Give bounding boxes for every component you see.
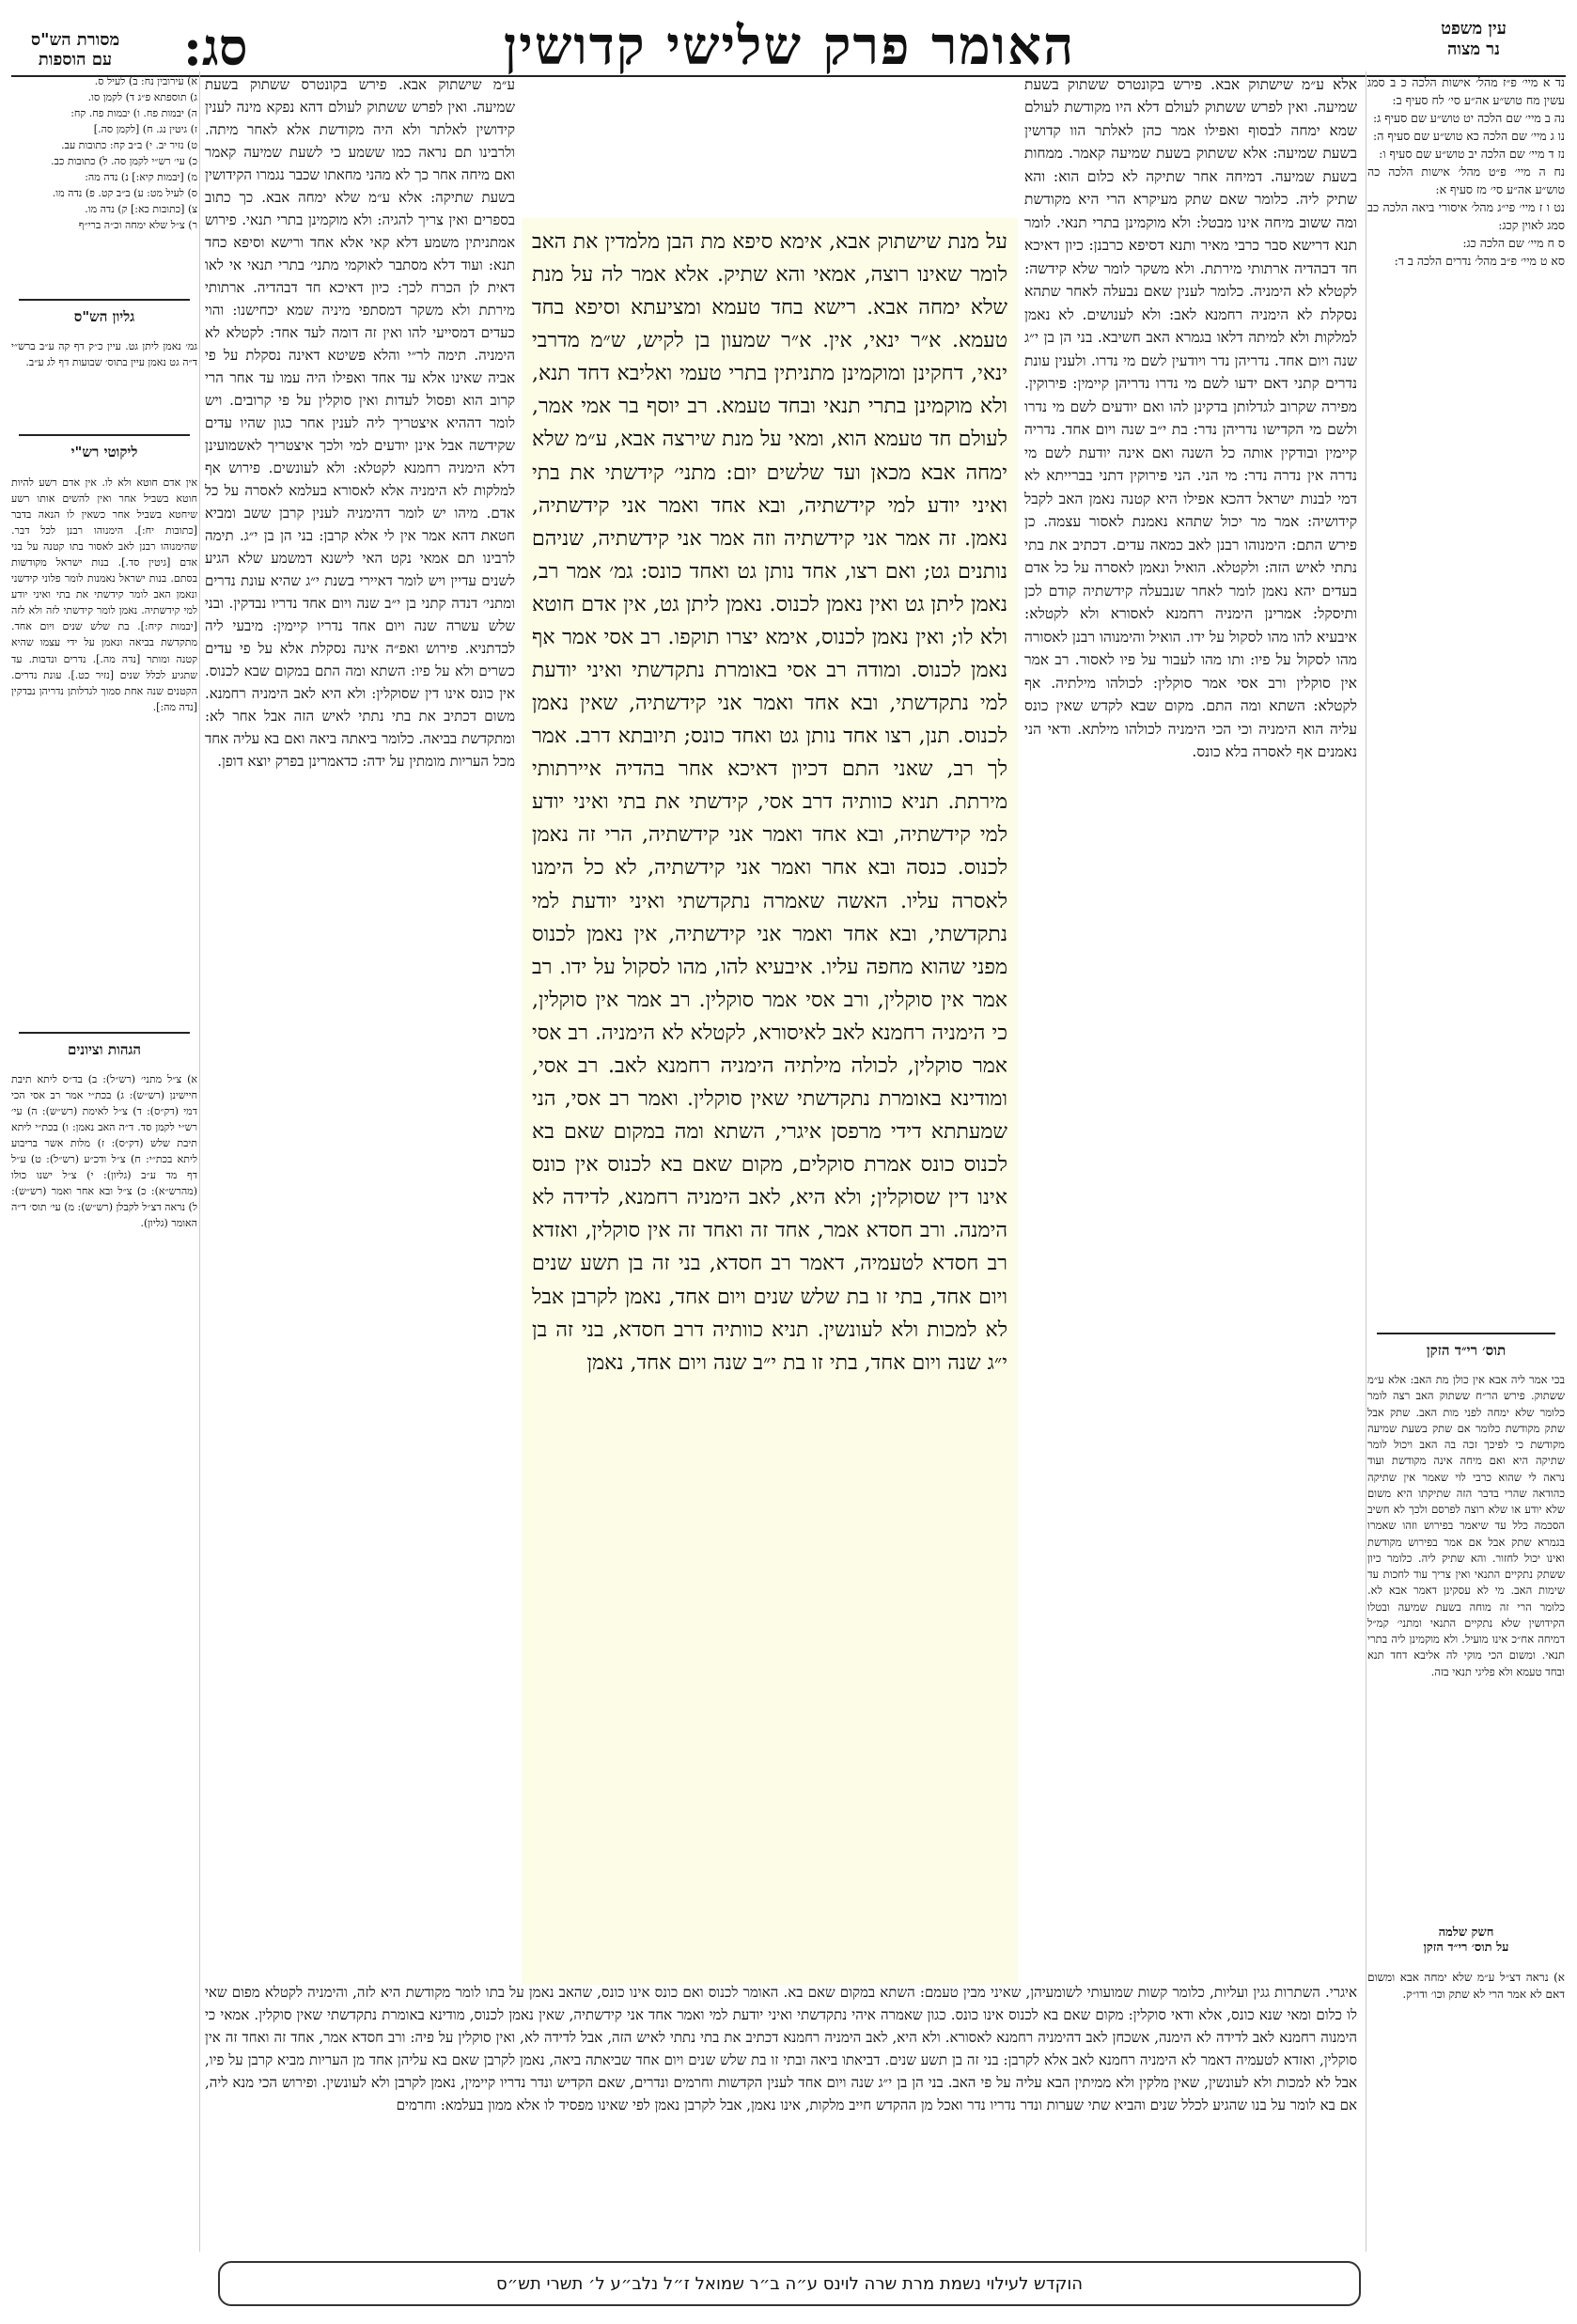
tosafot-commentary: ע״מ שישתוק אבא. פירש בקונטרס ששתוק בשעת שמיעה. ואין לפרש ששתוק לעולם דהא נפקא מינה לענין קידושין לאלתר ולא היה מקודשת אלא לאחר מיתה. ולרבינו תם נראה כמו ששמע כי לשעת שמיעה קאמר ואם מיחה אחר כך לא מהני מחאתו שכבר נגמרו הקידושין בשעת שתיקה: אלא ע״מ שלא ימחה אבא. כך כתוב בספרים ואין צריך להגיה: ולא מוקמינן בתרי תנאי. פירוש אמתניתין משמע דלא קאי אלא אחד ורישא וסיפא כחד תנא: ועוד דלא מסתבר לאוקמי מתני׳ בתרי תנאי אי לאו דאית לן הכרח לכך: כיון דאיכא חד דבהדיה. ארתותי מירתת ולא משקר דמסתפי מיניה שמא יכחישנו: והוי כעדים דמסייעי להו ואין זה דומה לעד אחד: לקטלא לא הימניה. תימה לר״י והלא פשיטא דאינה נסקלת על פי אביה שאינו אלא עד אחד ואפילו היה עמו עד אחר הרי קרוב הוא ופסול לעדות ואין סוקלין על פי קרובים. ויש לומר דההיא איצטריך ליה לענין אחר כגון שהיו עדים שקידשה אבל אינן יודעים למי ולכך איצטריך לאשמועינן דלא הימניה רחמנא לקטלא: ולא לעונשים. פירוש אף למלקות לא הימניה אלא לאסורא בעלמא לאסרה על כל אדם. מיהו יש לומר דהימניה לענין קרבן ששב ומביא חטאת דהא אמר אין לי אלא קרבן: בני הן בן י״ג. תימה לרבינו תם אמאי נקט האי לישנא דמשמע שלא הגיע לשנים עדיין ויש לומר דאיירי בשנת י״ג שהיא עונת נדרים ומתני׳ דנדה קתני בן י״ב שנה ויום אחד נדריו נבדקין. ובני שלש עשרה שנה ויום אחד נדריו קיימין: מיבעי ליה לכדתניא. פירוש ואפ״ה אינה נסקלת אלא על פי עדים כשרים ולא על פיו: השתא ומה התם במקום שבא לכנוס. אין כונס אינו דין שסוקלין: ולא היא לאב הימניה רחמנא. משום דכתיב את בתי נתתי לאיש הזה אבל אחר לא: ומתקדשת בביאה. כלומר ביאתה ביאה ואם בא עליה אחד מכל העריות מומתין על ידה: כדאמרינן בפרק יוצא דופן. xyxy=(205,76,515,770)
gemara-text: על מנת שישתוק אבא, אימא סיפא מת הבן מלמדין את האב לומר שאינו רוצה, אמאי והא שתיק. אלא אמר לה על מנת שלא ימחה אבא. רישא בחד טעמא ומציעתא וסיפא בחד טעמא. א״ר ינאי, אין. א״ר שמעון בן לקיש, ש״מ מדרבי ינאי, דחקינן ומוקמינן מתניתין בתרי טעמי ואליבא דחד תנא, ולא מוקמינן בתרי תנאי ובחד טעמא. רב יוסף בר אמי אמר, לעולם חד טעמא הוא, ומאי על מנת שירצה אבא, ע״מ שלא ימחה אבא מכאן ועד שלשים יום: מתני׳ קידשתי את בתי ואיני יודע למי קידשתיה, ובא אחד ואמר אני קידשתיה, נאמן. זה אמר אני קידשתיה וזה אמר אני קידשתיה, שניהם נותנים גט; ואם רצו, אחד נותן גט ואחד כונס: גמ׳ אמר רב, נאמן ליתן גט ואין נאמן לכנוס. נאמן ליתן גט, אין אדם חוטא ולא לו; ואין נאמן לכנוס, אימא יצרו תוקפו. רב אסי אמר אף נאמן לכנוס. ומודה רב אסי באומרת נתקדשתי ואיני יודעת למי נתקדשתי, ובא אחד ואמר אני קידשתיה, שאין נאמן לכנוס. תנן, רצו אחד נותן גט ואחד כונס; תיובתא דרב. אמר לך רב, שאני התם דכיון דאיכא אחר בהדיה איירתותי מירתת. תניא כוותיה דרב אסי, קידשתי את בתי ואיני יודע למי קידשתיה, ובא אחד ואמר אני קידשתיה, הרי זה נאמן לכנוס. כנסה ובא אחר ואמר אני קידשתיה, לא כל הימנו לאסרה עליו. האשה שאמרה נתקדשתי ואיני יודעת למי נתקדשתי, ובא אחד ואמר אני קידשתיה, אין נאמן לכנוס מפני שהוא מחפה עליו. איבעיא להו, מהו לסקול על ידו. רב אמר אין סוקלין, ורב אסי אמר סוקלין. רב אמר אין סוקלין, כי הימניה רחמנא לאב לאיסורא, לקטלא לא הימניה. רב אסי אמר סוקלין, לכולה מילתיה הימניה רחמנא לאב. רב אסי, ומודינא באומרת נתקדשתי שאין סוקלין. ואמר רב אסי, הני שמעתתא דידי מרפסן איגרי, השתא ומה במקום שאם בא לכנוס כונס אמרת סוקלים, מקום שאם בא לכנוס אין כונס אינו דין שסוקלין; ולא היא, לאב הימניה רחמנא, לדידה לא הימנה. ורב חסדא אמר, אחד זה ואחד זה אין סוקלין, ואזדא רב חסדא לטעמיה, דאמר רב חסדא, בני זה בן תשע שנים ויום אחד, בתי זו בת שלש שנים ויום אחד, נאמן לקרבן אבל לא למכות ולא לעונשין. תניא כוותיה דרב חסדא, בני זה בן י״ג שנה ויום אחד, בתי זו בת י״ב שנה ויום אחד, נאמן xyxy=(532,230,1007,1375)
dedication-text: הוקדש לעילוי נשמת מרת שרה לוינס ע״ה ב״ר שמואל ז״ל נלב״ע ל׳ תשרי תש״ס xyxy=(495,2273,1084,2294)
commentary-continuation: איגרי. השתרות גגין ועליות, כלומר קשות שמועותי לשומעיהן, שאיני מבין טעמם: השתא במקום שאם בא. האומר לכנוס ואם כונס אינו כונס, שהאב נאמן על בתו לומר מקודשת היא לזה, והימניה לקטלא מפום שאי לו כלום ומאי שנא כונס, אלא ודאי סוקלין: מקום שאם בא לכנוס אינו כונס. כגון שאמרה איהי נתקדשתי ואיני יודעת למי ואמר אחד אני קידשתיה, שאין נאמן לכנוס, מודינא באומרת נתקדשתי שאין סוקלין. אמאי כי הימנוה רחמנא לאב לדידה לא הימנה, אשכחן לאב דהימניה רחמנא לאסורא. ולא היא, לאב הימניה רחמנא דכתיב את בתי נתתי לאיש הזה, אבל לדידה לא, ואין סוקלין על פיה: ורב חסדא אמר, אחד זה ואחד זה אין סוקלין, ואזדא לטעמיה דאמר לא הימניה רחמנא לאב אלא לקרבן: בני זה בן תשע שנים. דביאתו ביאה ובתי זו בת שלש שנים ויום אחד שביאתה ביאה, נאמן לקרבן שאם בא עליהן אחד מן העריות מביא קרבן על פיו, אבל לא למכות ולא לעונשין, שאין מלקין ולא ממיתין הבא עליה על פי האב. בני הן בן י״ג שנה ויום אחד לענין הקדשות וחרמים ונדרים, שאם הקדיש ונדר נדריו קיימין, נאמן לקרבן ולא לעונשין. ופירוש הכי מנא ליה, אם בא לומר על בנו שהגיע לכלל שנים והביא שתי שערות ונדר נדריו נדר ואכל מן ההקדש חייב מלקות, אינו נאמן, אבל לקרבן נאמן לפי שאינו מפסיד לו אלא ממון בעלמא: וחרמים xyxy=(205,1984,1357,2113)
hagahot-title: הגהות וציונים xyxy=(67,1041,142,1058)
ein-mishpat-text: נד א מיי׳ פ״ז מהל׳ אישות הלכה כ ב סמג עשין מח טוש״ע אה״ע סי׳ לח סעיף ב: נה ב מיי׳ שם הלכה יט טוש״ע שם סעיף ג: נו ג מיי׳ שם הלכה כא טוש״ע שם סעיף ה: נז ד מיי׳ שם הלכה יב טוש״ע שם סעיף ו: נח ה מיי׳ פ״ט מהל׳ אישות הלכה כה טוש״ע אה״ע סי׳ מז סעיף א: נט ו ז מיי׳ פי״ג מהל׳ איסורי ביאה הלכה כב סמג לאוין קכג: ס ח מיי׳ שם הלכה כג: סא ט מיי׳ פ״ב מהל׳ נדרים הלכה ב ד: xyxy=(1367,75,1565,268)
tosrid-text: בכי אמר ליה אבא אין כולן מת האב: אלא ע״מ ששתוק. פירש הר״ח ששתוק האב רצה לומר כלומר שלא ימחה לפני מות האב. שתק אבל שתק מקודשת כלומר אם שתק בשעת שמיעה מקודשת כי לפיכך זכה בה האב ויכול לומר שתיקה היא ואם מיחה אינה מקודשת ועוד נראה לי שהוא כרבי לוי שאמר אין שתיקה כהודאה שהרי בדבר הזה שתיקתו היא משום שלא יודע או שלא רוצה לפרסם ולכך לא חשיב הסכמה כלל עד שיאמר בפירוש וזהו שאמרו בגמרא שתק אבל אם אמר בפירוש מקודשת ואינו יכול לחזור. והא שתיק ליה. כלומר כיון ששתק נתקיים התנאי ואין צריך עוד לחכות עד שימות האב. מי לא עסקינן דאמר אבא לא. כלומר הרי זה מוחה בשעת שמיעה ובטלו הקידושין שלא נתקיים התנאי ומתני׳ קמ״ל דמיחה אח״כ אינו מועיל. ולא מוקמינן ליה בתרי תנאי. ומשום הכי מוקי לה אליבא דחד תנא ובחד טעמא ולא פליגי תנאי בזה. xyxy=(1367,1373,1565,1678)
gilyon-text: גמ׳ נאמן ליתן גט. עיין כ״ק דף קה ע״ב ברש״י ד״ה גט נאמן עיין בתוס׳ שבועות דף לג ע״ב. xyxy=(11,340,197,369)
rashi-commentary: אלא ע״מ שישתוק אבא. פירש בקונטרס ששתוק בשעת שמיעה. ואין לפרש ששתוק לעולם דלא היו מקודשת לעולם שמא ימחה לבסוף ואפילו אמר כהן לאלתר הוו קדושין בשעת שמיעה: אלא ששתוק בשעת שמיעה קאמר. ממחות בשעת שמיעה. דמיחה אחר שתיקה לא כלום הוא: והא שתיק ליה. כלומר שאם שתק מעיקרא הרי היא מקודשת ומה ששוב מיחה אינו מבטל: ולא מוקמינן בתרי תנאי. לומר תנא דרישא סבר כרבי מאיר ותנא דסיפא כרבנן: כיון דאיכא חד דבהדיה ארתותי מירתת. ולא משקר לומר שלא קידשה: לקטלא לא הימניה. כלומר לענין שאם נבעלה לאחר שתהא נסקלת לא הימניה רחמנא לאב: ולא לענושים. לא נאמן למלקות ולא למיתה דלאו בגמרא האב חשיבא. בני הן בן י״ג שנה ויום אחד. נדריהן נדר ויודעין לשם מי נדרו. ולענין עונת נדרים קתני דאם ידעו לשם מי נדרו נדריהן קיימין: פירוקין. מפירה שקרוב לגדלותן בדקינן להו ואם יודעים לשם מי נדרו ולשם מי הקדישו נדריהן נדר: בת י״ב שנה ויום אחד. נדריה קיימין ובודקין אותה כל השנה ואם אינה יודעת לשם מי נדרה אין נדרה נדר: מי הני. הני פירוקין דתני בברייתא לא דמי לבנות ישראל דהכא אפילו היא קטנה נאמן האב לקבל קידושיה: אמר מר יכול שתהא נאמנת לאסור עצמה. כן פירש התם: הימנוהו רבנן לאב כמאה עדים. דכתיב את בתי נתתי לאיש הזה: ולקטלא. הואיל ונאמן לאסרה על כל אדם בעדים יהא נאמן לומר לאחר שנבעלה קידשתיה קודם לכן ותיסקל: אמרינן הימניה רחמנא לאסורא ולא לקטלא: איבעיא להו מהו לסקול על ידו. הואיל והימנוהו רבנן לאסורה מהו לסקול על פיו: ותו מהו לעבור על פיו לאסור. רב אמר אין סוקלין ורב אסי אמר סוקלין: לכולהו מילתיה. אף לקטלא: השתא ומה התם. מקום שבא לקדש שאין כונס עליה הוא הימניה וכי הכי הימניה לכולהו מילתא. ודאי הני נאמנים אף לאסרה בלא כונס. xyxy=(1024,76,1357,761)
heshek-text: א) נראה דצ״ל ע״מ שלא ימחה אבא ומשום דאם לא אמר הרי לא שתק וכו׳ ודו״ק. xyxy=(1367,1971,1565,2001)
ein-mishpat-header: עין משפט נר מצוה xyxy=(1441,19,1507,59)
heshek-title: חשק שלמה על תוס׳ רי״ד הזקן xyxy=(1423,1926,1509,1955)
hagahot-text: א) צ״ל מתני׳ (רש״ל): ב) בד״ס ליתא תיבת חיישינן (רש״ש): ג) בכת״י אמר רב אסי הכי דמי (דק״ס): ד) צ״ל לאימת (רש״ש): ה) עי׳ רש״י לקמן סד. ד״ה האב נאמן: ו) בכת״י ליתא תיבת שלש (דק״ס): ז) מלות אשר בריבוע ליתא בכת״י: ח) צ״ל ודכ״ע (רש״ל): ט) ע״ל דף מד ע״ב (גליון): י) צ״ל ישנו כולו (מהרש״א): כ) צ״ל ובא אחר ואמר (רש״ש): ל) נראה דצ״ל לקבלן (רש״ש): מ) עי׳ תוס׳ ד״ה האומר (גליון). xyxy=(10,1073,197,1230)
tosrid-rule xyxy=(1377,1333,1555,1334)
likutei-rule xyxy=(19,434,190,436)
hagahot-rule xyxy=(19,1032,190,1034)
masoret-hashas-header: מסורת הש"ס עם הוספות xyxy=(30,30,120,70)
masoret-text: א) עירובין נח: ב) לעיל ס. ג) תוספתא פ״ג ד) לקמן סו. ה) יבמות פח. ו) יבמות פח. קח: ז) גיטין נג. ח) [לקמן סה.] ט) נזיר יב. י) ב״ב קח: כתובות עב. כ) עי׳ רש״י לקמן סה. ל) כתובות כב. מ) [יבמות קיא:] נ) נדה מה: ס) לעיל מט: ע) ב״ב קט. פ) נדה מו. צ) [כתובות כא:] ק) נדה מו. ר) צ״ל שלא ימחה וכ״ה ברי״ף xyxy=(51,75,197,232)
tosrid-title: תוס׳ רי״ד הזקן xyxy=(1426,1342,1507,1359)
folio-number: סג: xyxy=(183,17,248,77)
likutei-rashi-text: אין אדם חוטא ולא לו. אין אדם רשע להיות חוטא בשביל אחר ואין להשים אותו רשע שיחטא בשביל אחר כשאין לו הנאה בדבר [כתובות יח:]. הימנוהו רבנן לכל דבר. שהימנוהו רבנן לאב לאסור בתו קטנה על בני אדם [גיטין סד.]. בנות ישראל מקודשות בסתם. בנות ישראל נאמנות לומר פלוני קידשני ונאמן האב לומר קידשתי את בתי ואיני יודע למי קידשתיה. נאמן לומר קידשתי לזה ולא לזה [יבמות קיח:]. בת שלש שנים ויום אחד. מתקדשת בביאה ונאמן על ידי עצמו שהיא קטנה ומותר [נדה מה.]. נדרים ונדבות. עד שתגיע לכלל שנים [נזיר כט.]. עונת נדרים. הקטנים שנה אחת סמוך לגדלותן נדריהן נבדקין [נדה מה:]. xyxy=(11,476,197,713)
likutei-title: ליקוטי רש"י xyxy=(70,444,138,460)
chapter-title: האומר פרק שלישי קדושין xyxy=(503,15,1076,77)
gilyon-title: גליון הש"ס xyxy=(73,308,135,325)
gilyon-rule xyxy=(19,299,190,301)
page-header xyxy=(0,13,1577,77)
dedication-banner xyxy=(218,2261,1361,2306)
